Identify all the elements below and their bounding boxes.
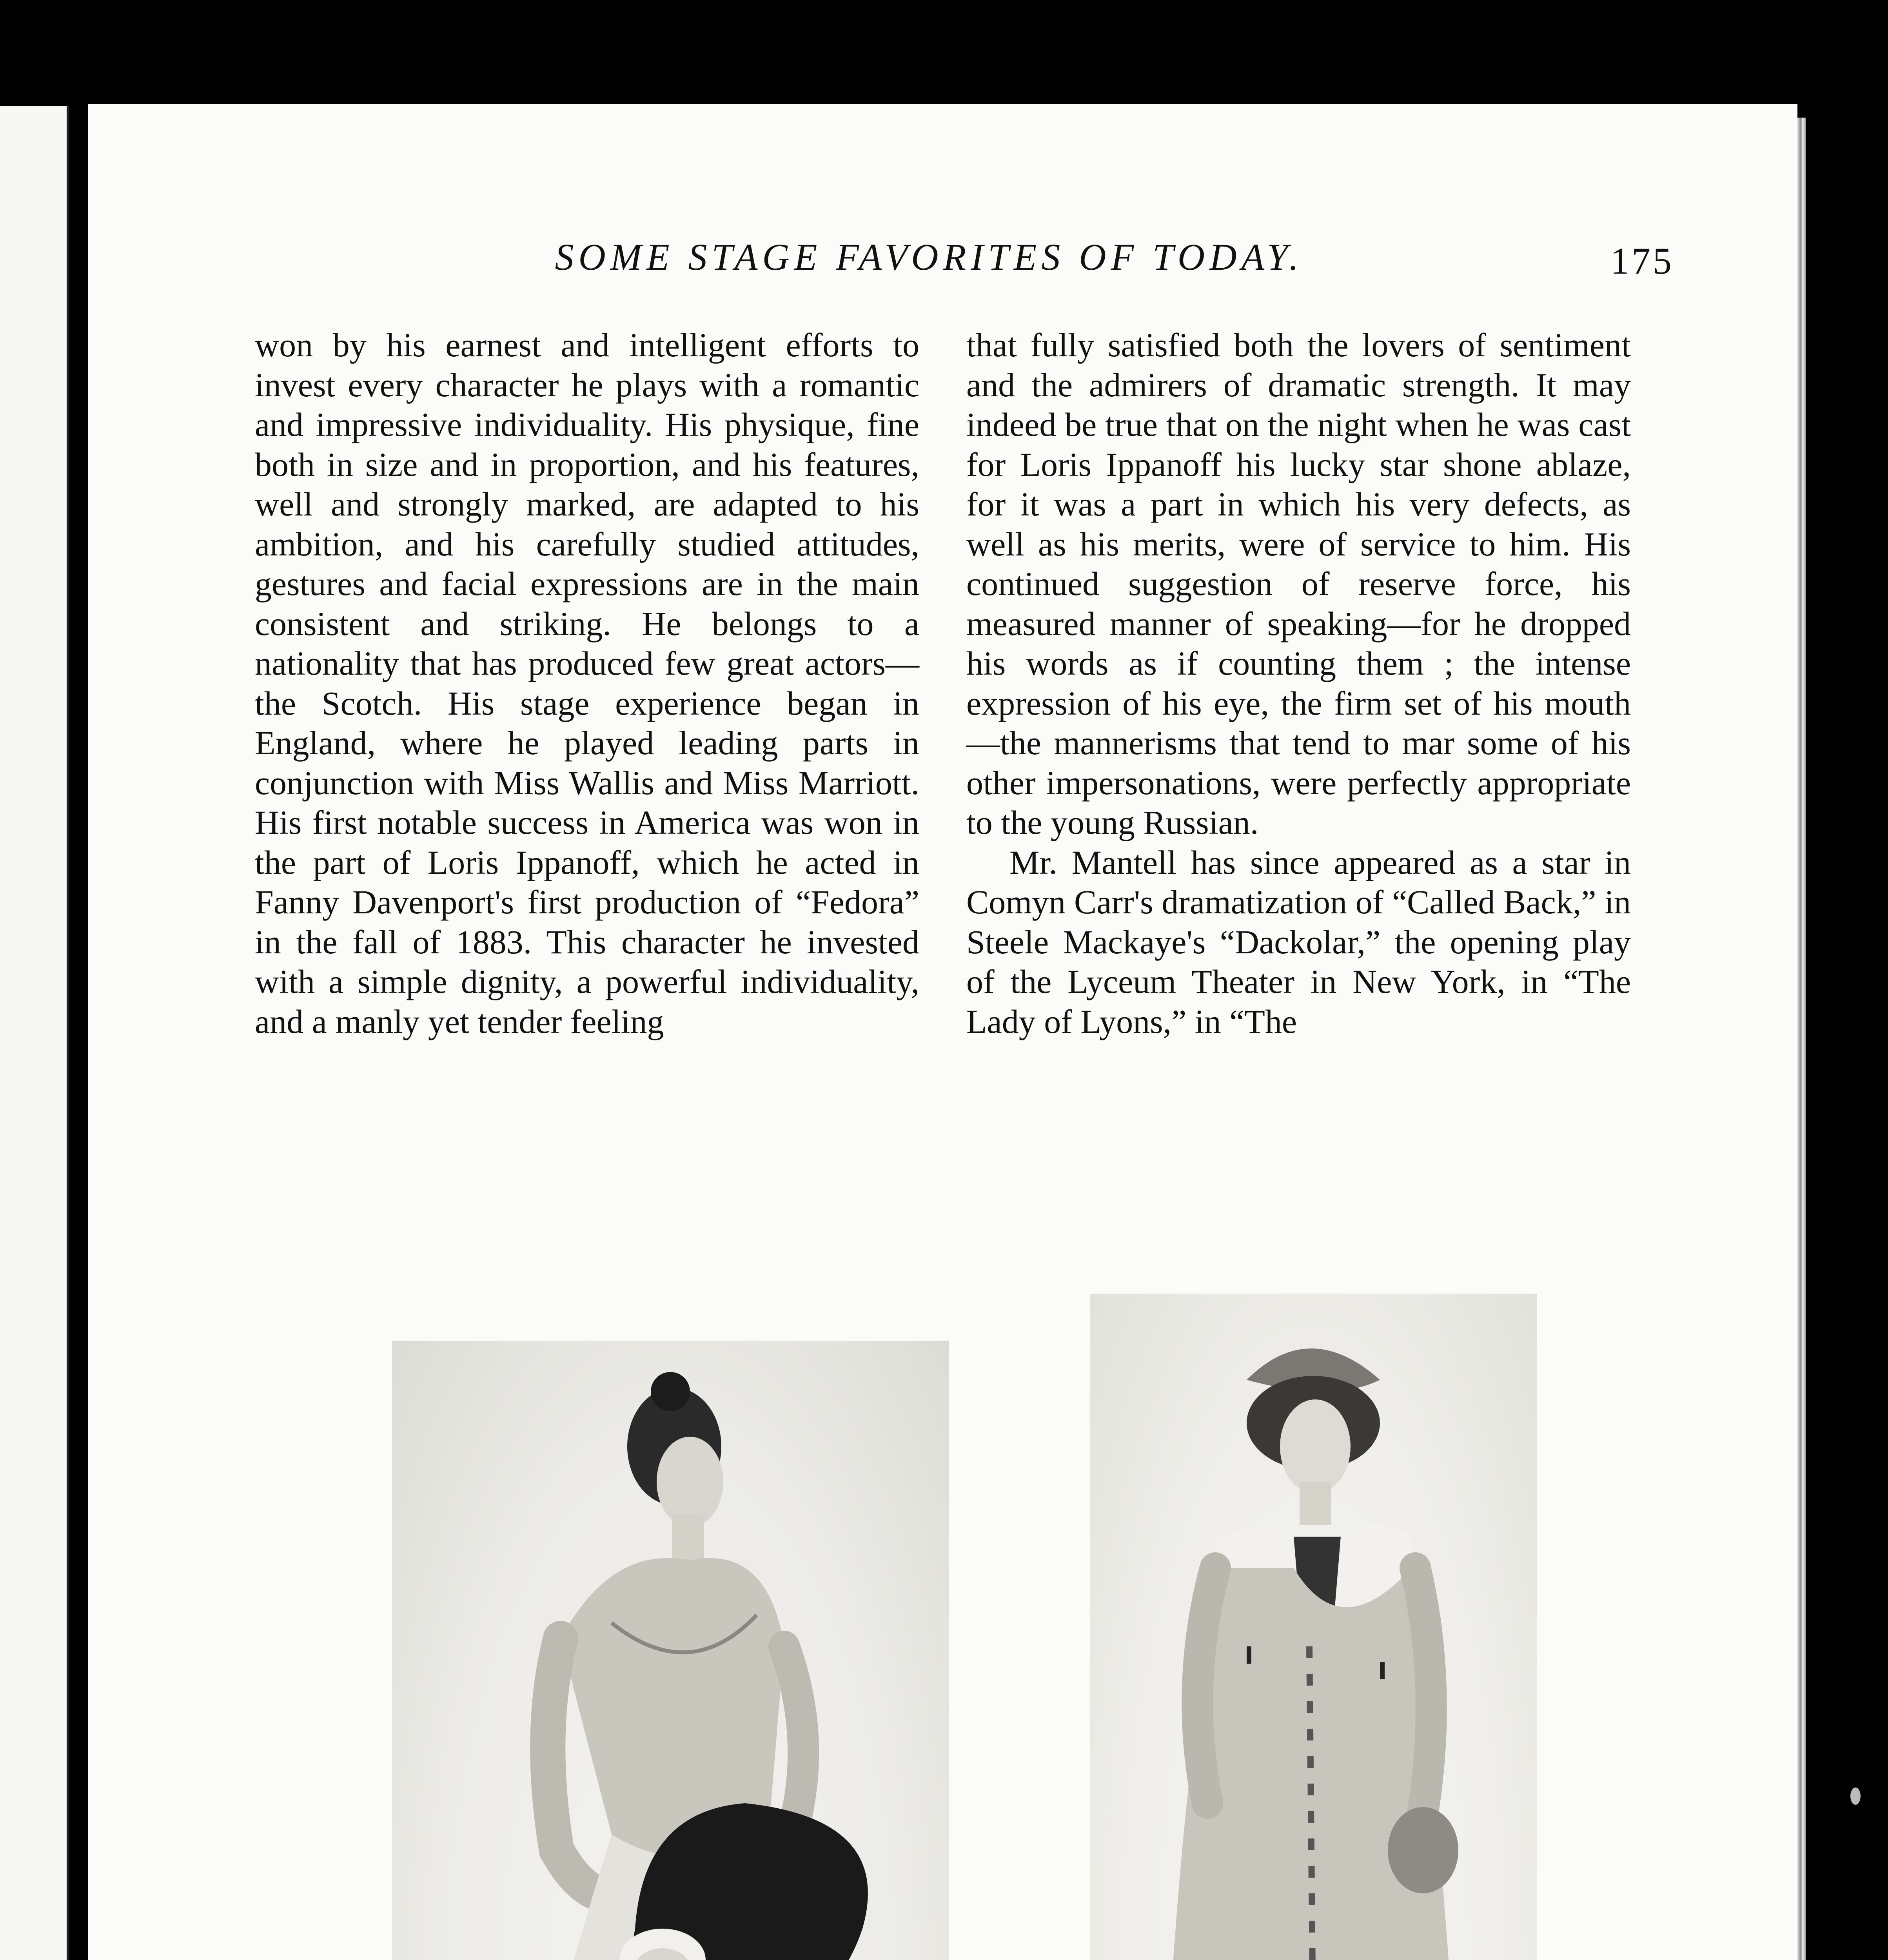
page-number: 175 [1610,240,1674,282]
scan-speck [1850,1788,1861,1805]
running-title: SOME STAGE FAVORITES OF TODAY. [555,236,1303,278]
facing-page-edge [0,106,69,1960]
paragraph: Mr. Mantell has since appeared as a star in Comyn Carr's dramatization of “Called Back,” in Steele Mackaye's “Dackolar,” the opening play of the Lyceum Theater in New York, in “The Lady of Lyons,” in “The [966,843,1631,1040]
paragraph: won by his earnest and intelligent efforts to invest every character he plays with a romantic and impressive individuality. His physique, fine both in size and in proportion, and his features, well and strongly marked, are adapted to his ambition, and his carefully studied attitudes, gestures and facial expressions are in the main consistent and striking. He belongs to a nationality that has produced few great actors—the Scotch. His stage experience began in England, where he played leading parts in conjunction with Miss Wallis and Miss Marriott. His first notable success in America was won in the part of Loris Ippanoff, which he acted in Fanny Davenport's first production of “Fedora” in the fall of 1883. This character he invested with a simple dignity, a powerful individuality, and a manly yet tender feeling [255,326,919,1040]
page-gutter-edge [1797,118,1806,1960]
text-column-right [966,325,1631,1042]
text-column-left [255,325,919,1042]
paragraph: that fully satisfied both the lovers of sentiment and the admirers of dramatic strength. It may indeed be true that on the night when he was cast for Loris Ippanoff his lucky star shone ablaze, for it was a part in which his very defects, as well as his merits, were of service to him. His continued suggestion of reserve force, his measured manner of speaking—for he dropped his words as if counting them ; the intense expression of his eye, the firm set of his mouth—the mannerisms that tend to mar some of his other impersonations, were perfectly appropriate to the young Russian. [966,326,1631,841]
photo-georgie-drew-barrymore [392,1341,949,1960]
photo-ada-rehan [1090,1294,1537,1960]
